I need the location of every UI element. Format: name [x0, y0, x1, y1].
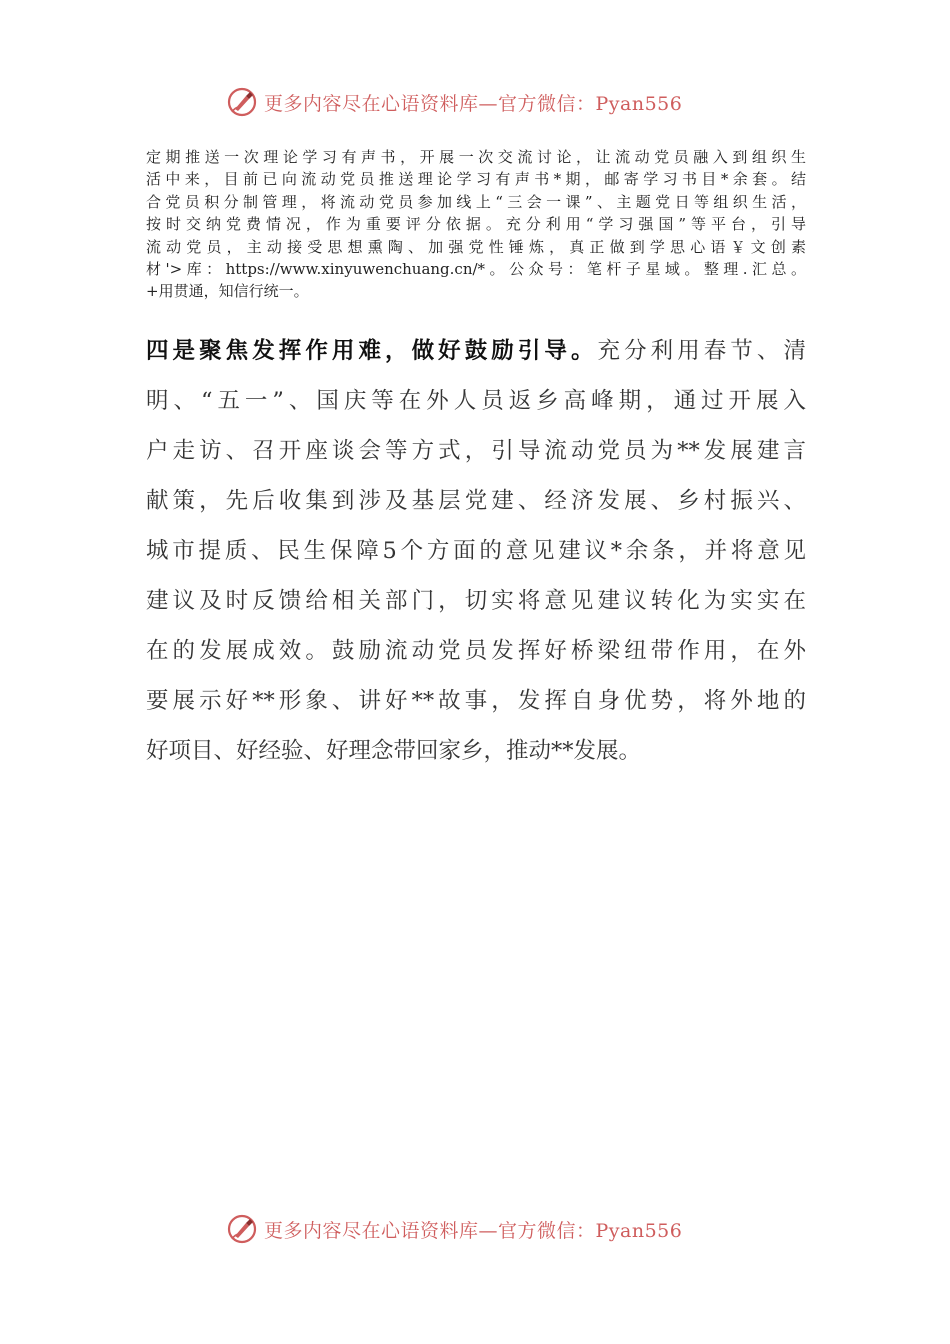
- small-paragraph-line: 合党员积分制管理，将流动党员参加线上“三会一课”、主题党日等组织生活，: [146, 192, 806, 211]
- main-paragraph-line: 建议及时反馈给相关部门，切实将意见建议转化为实实在: [146, 588, 806, 614]
- small-paragraph: [146, 146, 806, 303]
- footer-banner-text: 更多内容尽在心语资料库—官方微信：Pyan556: [264, 1219, 683, 1242]
- small-paragraph-line: 流动党员，主动接受思想熏陶、加强党性锤炼，真正做到学思心语￥文创素: [146, 237, 806, 256]
- main-paragraph-line: 户走访、召开座谈会等方式，引导流动党员为**发展建言: [146, 438, 806, 464]
- main-paragraph-line: 好项目、好经验、好理念带回家乡，推动**发展。: [146, 738, 642, 764]
- main-paragraph-line: 城市提质、民生保障5个方面的意见建议*余条，并将意见: [146, 538, 806, 564]
- main-paragraph-line: 献策，先后收集到涉及基层党建、经济发展、乡村振兴、: [146, 488, 806, 514]
- fountain-pen-logo-icon: [226, 1213, 258, 1245]
- main-paragraph-first-line: [146, 326, 806, 376]
- fountain-pen-logo-icon: [226, 86, 258, 118]
- paragraph-lead-heading: 四是聚焦发挥作用难，做好鼓励引导。: [146, 338, 598, 364]
- small-paragraph-line: 活中来，目前已向流动党员推送理论学习有声书*期，邮寄学习书目*余套。结: [146, 170, 806, 189]
- small-paragraph-line: 定期推送一次理论学习有声书，开展一次交流讨论，让流动党员融入到组织生: [146, 148, 806, 166]
- small-paragraph-line: 按时交纳党费情况，作为重要评分依据。充分利用“学习强国”等平台，引导: [146, 215, 806, 234]
- small-paragraph-line: 材'>库：https://www.xinyuwenchuang.cn/*。公众号：笔杆子星域。整理.汇总。: [146, 260, 806, 279]
- main-paragraph-line: 明、“五一”、国庆等在外人员返乡高峰期，通过开展入: [146, 388, 806, 414]
- small-paragraph-line: +用贯通，知信行统一。: [146, 282, 309, 301]
- main-paragraph-line: 要展示好**形象、讲好**故事，发挥自身优势，将外地的: [146, 688, 806, 714]
- main-paragraph-text: 充分利用春节、清: [597, 338, 806, 364]
- main-paragraph: [146, 326, 806, 776]
- footer-banner: [226, 1211, 746, 1247]
- header-banner: [226, 84, 746, 120]
- main-paragraph-line: 在的发展成效。鼓励流动党员发挥好桥梁纽带作用，在外: [146, 638, 806, 664]
- header-banner-text: 更多内容尽在心语资料库—官方微信：Pyan556: [264, 92, 683, 115]
